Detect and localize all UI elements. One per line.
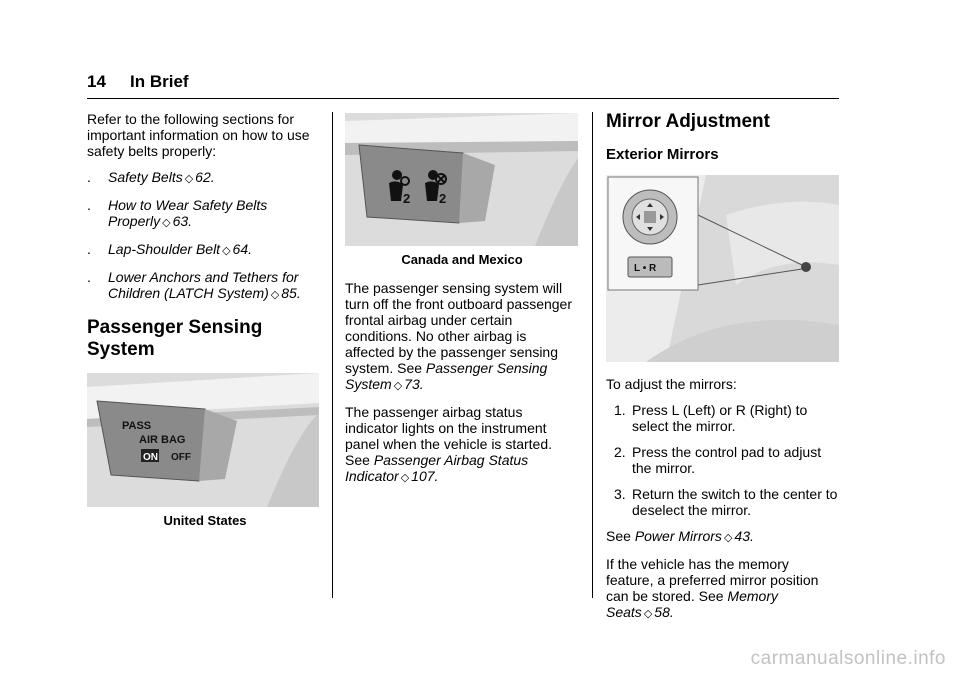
column-2 — [345, 113, 579, 496]
link-safety-belts[interactable]: Safety Belts — [108, 169, 183, 185]
link-latch[interactable]: Lower Anchors and Tethers for Children (LATCH System) — [108, 269, 299, 301]
page-ref[interactable]: 58. — [654, 604, 674, 620]
page-ref-icon: ◇ — [393, 380, 403, 392]
page-ref-icon: ◇ — [222, 245, 231, 257]
mirror-control-illustration — [606, 175, 839, 362]
on-label: ON — [143, 452, 158, 463]
seat-row-label: 2 — [403, 191, 411, 206]
bullet: . — [87, 169, 91, 185]
step-number: 2. — [614, 444, 626, 460]
canada-mexico-indicator-figure — [345, 113, 578, 246]
mirror-steps — [606, 402, 840, 518]
paragraph — [606, 556, 840, 622]
heading-mirror-adjustment: Mirror Adjustment — [606, 111, 770, 132]
bullet: . — [87, 269, 91, 285]
list-item — [606, 444, 840, 476]
pass-label: PASS — [122, 420, 152, 432]
page-ref[interactable]: 107. — [411, 468, 439, 484]
paragraph — [606, 528, 840, 546]
page-ref-icon: ◇ — [723, 532, 733, 544]
bullet: . — [87, 197, 91, 213]
step-text: Return the switch to the center to deselect the mirror. — [632, 486, 838, 518]
column-3 — [606, 111, 840, 632]
page-ref[interactable]: 43. — [734, 528, 754, 544]
link-memory-seats[interactable]: Memory Seats — [606, 588, 778, 620]
page-ref[interactable]: 62. — [195, 169, 215, 185]
page-ref[interactable]: 85. — [281, 285, 301, 301]
paragraph-text: The passenger airbag status indicator lights on the instrument panel when the vehicle is started. See — [345, 404, 553, 468]
mirror-control-figure — [606, 175, 839, 362]
page-ref-icon: ◇ — [270, 289, 280, 301]
figure-caption: Canada and Mexico — [401, 252, 523, 267]
canada-indicator-illustration — [345, 113, 578, 246]
paragraph-text: If the vehicle has the memory feature, a preferred mirror position can be stored. See — [606, 556, 819, 604]
figure-caption: United States — [163, 513, 247, 528]
list-item — [606, 486, 840, 518]
seat-row-label: 2 — [439, 191, 447, 206]
page-ref-icon: ◇ — [400, 472, 410, 484]
watermark: carmanualsonline.info — [750, 648, 946, 669]
step-text: Press L (Left) or R (Right) to select the mirror. — [632, 402, 808, 434]
page-ref-icon: ◇ — [184, 173, 194, 185]
page-number: 14 — [87, 72, 106, 91]
step-number: 3. — [614, 486, 626, 502]
see-prefix: See — [606, 528, 631, 544]
list-item — [87, 241, 323, 259]
list-item — [87, 269, 323, 303]
lead-text: To adjust the mirrors: — [606, 376, 737, 392]
page-ref[interactable]: 64. — [232, 241, 253, 257]
us-airbag-indicator-figure — [87, 373, 319, 507]
page-header — [87, 72, 189, 92]
paragraph — [345, 280, 579, 394]
section-title: In Brief — [130, 72, 189, 91]
heading-exterior-mirrors: Exterior Mirrors — [606, 146, 719, 163]
column-divider — [332, 112, 333, 598]
paragraph — [345, 404, 579, 486]
mirror-switch-location — [801, 262, 811, 272]
intro-text: Refer to the following sections for important information on how to use safety belts properly: — [87, 111, 310, 159]
airbag-label: AIR BAG — [139, 434, 186, 446]
switch-label: L • R — [634, 263, 657, 274]
safety-belt-links — [87, 169, 323, 303]
us-indicator-illustration — [87, 373, 319, 507]
bullet: . — [87, 241, 91, 257]
heading-passenger-sensing: Passenger Sensing System — [87, 317, 263, 360]
page-ref[interactable]: 63. — [172, 213, 193, 229]
link-airbag-status[interactable]: Passenger Airbag Status Indicator — [345, 452, 529, 484]
off-label: OFF — [171, 452, 191, 463]
page-ref[interactable]: 73. — [404, 376, 424, 392]
column-1 — [87, 111, 323, 541]
column-divider — [592, 112, 593, 598]
link-how-to-wear[interactable]: How to Wear Safety Belts Properly — [108, 197, 268, 229]
list-item — [87, 169, 323, 187]
header-rule — [87, 98, 839, 99]
link-lap-shoulder[interactable]: Lap-Shoulder Belt — [108, 241, 221, 257]
step-number: 1. — [614, 402, 626, 418]
list-item — [87, 197, 323, 231]
link-power-mirrors[interactable]: Power Mirrors — [634, 528, 722, 544]
link-passenger-sensing[interactable]: Passenger Sensing System — [345, 360, 548, 392]
paragraph-text: The passenger sensing system will turn off the front outboard passenger frontal airbag under certain conditions. No other airbag is affected by the passenger sensing system. See — [345, 280, 573, 376]
step-text: Press the control pad to adjust the mirror. — [632, 444, 822, 476]
page-ref-icon: ◇ — [162, 217, 171, 229]
page-ref-icon: ◇ — [643, 608, 653, 620]
list-item — [606, 402, 840, 434]
